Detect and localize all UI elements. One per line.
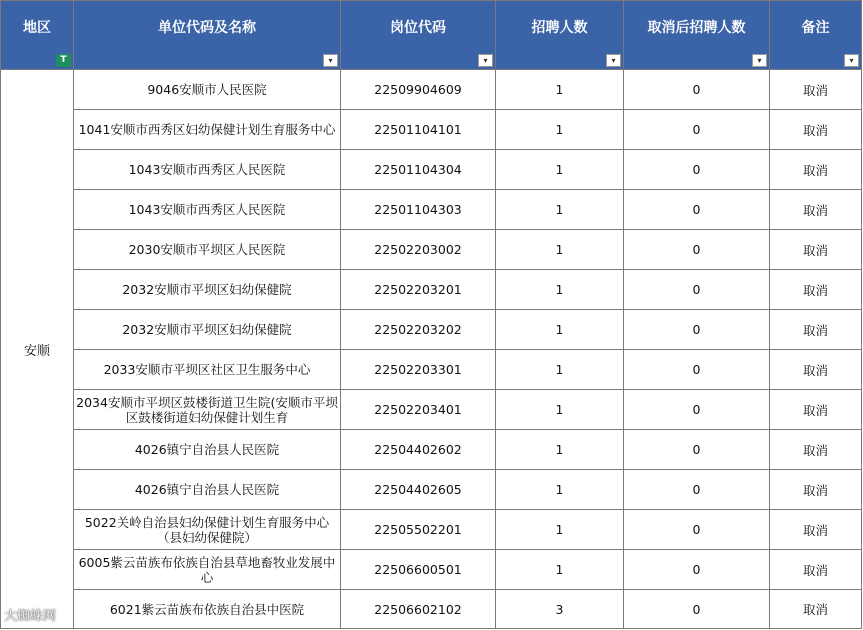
after-cancel-count-cell-text: 0 — [692, 442, 701, 457]
column-header-post-code: 岗位代码 ▾ — [341, 1, 496, 70]
recruit-count-cell-text: 1 — [555, 122, 564, 137]
unit-name-cell[interactable] — [74, 550, 341, 590]
column-header-unit: 单位代码及名称 ▾ — [74, 1, 341, 70]
after-cancel-count-cell-text: 0 — [692, 482, 701, 497]
recruit-count-cell[interactable] — [496, 270, 624, 310]
post-code-cell-text: 22501104101 — [374, 122, 462, 137]
after-cancel-count-cell-text: 0 — [692, 202, 701, 217]
recruit-count-cell-text: 3 — [555, 601, 564, 617]
note-cell-text: 取消 — [802, 362, 828, 378]
recruit-count-cell[interactable] — [496, 70, 624, 110]
note-cell-text: 取消 — [802, 402, 828, 418]
recruit-count-cell-text: 1 — [555, 82, 564, 97]
recruit-count-cell[interactable] — [496, 310, 624, 350]
post-code-cell[interactable] — [341, 430, 496, 470]
after-cancel-count-cell[interactable] — [624, 270, 770, 310]
table-row — [1, 110, 862, 150]
table-row — [1, 550, 862, 590]
post-code-cell[interactable] — [341, 270, 496, 310]
note-cell[interactable] — [770, 470, 862, 510]
post-code-cell-text: 22502203201 — [374, 282, 462, 297]
recruit-count-cell-text: 1 — [555, 202, 564, 217]
note-cell-text: 取消 — [802, 242, 828, 258]
unit-name-text: 2033安顺市平坝区社区卫生服务中心 — [103, 362, 311, 377]
after-cancel-count-cell[interactable] — [624, 390, 770, 430]
note-cell-text: 取消 — [802, 282, 828, 298]
after-cancel-count-cell[interactable] — [624, 70, 770, 110]
post-code-cell-text: 22501104303 — [374, 202, 462, 217]
recruit-count-cell-text: 1 — [555, 322, 564, 337]
unit-name-text: 1043安顺市西秀区人民医院 — [128, 162, 286, 177]
after-cancel-count-cell-text: 0 — [692, 122, 701, 137]
table-row — [1, 310, 862, 350]
column-header-after-cancel: 取消后招聘人数 ▾ — [624, 1, 770, 70]
note-cell[interactable] — [770, 390, 862, 430]
table-row — [1, 230, 862, 270]
post-code-cell[interactable] — [341, 310, 496, 350]
unit-name-cell[interactable] — [74, 110, 341, 150]
filter-dropdown-icon[interactable]: ▾ — [752, 54, 767, 67]
table-row — [1, 590, 862, 629]
unit-name-text: 5022关岭自治县妇幼保健计划生育服务中心（县妇幼保健院） — [84, 514, 330, 545]
note-cell-text: 取消 — [802, 562, 828, 578]
note-cell[interactable] — [770, 510, 862, 550]
recruit-count-cell[interactable] — [496, 470, 624, 510]
unit-name-text: 2034安顺市平坝区鼓楼街道卫生院(安顺市平坝区鼓楼街道妇幼保健计划生育 — [76, 394, 338, 425]
unit-name-text: 2030安顺市平坝区人民医院 — [128, 242, 286, 257]
unit-name-cell[interactable] — [74, 310, 341, 350]
table-row — [1, 510, 862, 550]
unit-name-cell[interactable] — [74, 190, 341, 230]
recruit-count-cell-text: 1 — [555, 482, 564, 497]
recruit-count-cell[interactable] — [496, 150, 624, 190]
note-cell-text: 取消 — [802, 162, 828, 178]
header-row — [1, 1, 862, 70]
unit-name-cell[interactable] — [74, 70, 341, 110]
after-cancel-count-cell-text: 0 — [692, 282, 701, 297]
after-cancel-count-cell[interactable] — [624, 110, 770, 150]
recruit-count-cell-text: 1 — [555, 242, 564, 257]
note-cell[interactable] — [770, 270, 862, 310]
column-header-recruit-count: 招聘人数 ▾ — [496, 1, 624, 70]
post-code-cell[interactable] — [341, 230, 496, 270]
after-cancel-count-cell-text: 0 — [692, 322, 701, 337]
filter-dropdown-icon[interactable]: ▾ — [844, 54, 859, 67]
note-cell-text: 取消 — [802, 122, 828, 138]
table-row — [1, 470, 862, 510]
note-cell[interactable] — [770, 70, 862, 110]
unit-name-text: 9046安顺市人民医院 — [147, 82, 267, 97]
post-code-cell[interactable] — [341, 190, 496, 230]
after-cancel-count-cell[interactable] — [624, 230, 770, 270]
unit-name-cell[interactable] — [74, 390, 341, 430]
after-cancel-count-cell[interactable] — [624, 350, 770, 390]
recruit-count-cell[interactable] — [496, 390, 624, 430]
table-row — [1, 150, 862, 190]
after-cancel-count-cell[interactable] — [624, 150, 770, 190]
after-cancel-count-cell-text: 0 — [692, 162, 701, 177]
recruit-count-cell[interactable] — [496, 350, 624, 390]
recruit-count-cell[interactable] — [496, 110, 624, 150]
unit-name-cell[interactable] — [74, 510, 341, 550]
note-cell[interactable] — [770, 110, 862, 150]
post-code-cell-text: 22502203401 — [374, 402, 462, 417]
recruit-count-cell-text: 1 — [555, 562, 564, 577]
post-code-cell[interactable] — [341, 350, 496, 390]
recruit-count-cell-text: 1 — [555, 402, 564, 417]
unit-name-cell[interactable] — [74, 270, 341, 310]
filter-dropdown-icon[interactable]: ▾ — [478, 54, 493, 67]
post-code-cell-text: 22504402602 — [374, 442, 462, 457]
recruit-count-cell[interactable] — [496, 510, 624, 550]
recruit-count-cell-text: 1 — [555, 522, 564, 537]
after-cancel-count-cell[interactable] — [624, 550, 770, 590]
note-cell[interactable] — [770, 550, 862, 590]
note-cell[interactable] — [770, 190, 862, 230]
after-cancel-count-cell[interactable] — [624, 470, 770, 510]
post-code-cell[interactable] — [341, 510, 496, 550]
recruit-count-cell[interactable] — [496, 190, 624, 230]
filter-dropdown-icon[interactable]: ▾ — [606, 54, 621, 67]
note-cell[interactable] — [770, 310, 862, 350]
post-code-cell-text: 22506602102 — [374, 601, 462, 617]
note-cell-text: 取消 — [802, 522, 828, 538]
post-code-cell[interactable] — [341, 70, 496, 110]
after-cancel-count-cell[interactable] — [624, 190, 770, 230]
after-cancel-count-cell[interactable] — [624, 590, 770, 629]
unit-name-text: 4026镇宁自治县人民医院 — [134, 442, 280, 457]
unit-name-cell[interactable] — [74, 590, 341, 629]
unit-name-cell[interactable] — [74, 350, 341, 390]
post-code-cell[interactable] — [341, 550, 496, 590]
note-cell[interactable] — [770, 350, 862, 390]
post-code-cell[interactable] — [341, 110, 496, 150]
after-cancel-count-cell-text: 0 — [692, 522, 701, 537]
post-code-cell[interactable] — [341, 470, 496, 510]
post-code-cell-text: 22509904609 — [374, 82, 462, 97]
table-body — [1, 70, 862, 629]
recruit-count-cell-text: 1 — [555, 282, 564, 297]
unit-name-cell[interactable] — [74, 230, 341, 270]
recruit-count-cell-text: 1 — [555, 362, 564, 377]
after-cancel-count-cell-text: 0 — [692, 562, 701, 577]
post-code-cell-text: 22502203202 — [374, 322, 462, 337]
note-cell[interactable] — [770, 230, 862, 270]
table-row — [1, 350, 862, 390]
table-row — [1, 390, 862, 430]
after-cancel-count-cell-text: 0 — [692, 601, 701, 617]
post-code-cell-text: 22504402605 — [374, 482, 462, 497]
after-cancel-count-cell-text: 0 — [692, 242, 701, 257]
region-cell[interactable]: 安顺 — [1, 70, 74, 629]
note-cell-text: 取消 — [802, 482, 828, 498]
note-cell-text: 取消 — [802, 202, 828, 218]
table-row — [1, 430, 862, 470]
after-cancel-count-cell[interactable] — [624, 310, 770, 350]
after-cancel-count-cell[interactable] — [624, 430, 770, 470]
filter-active-icon[interactable]: T — [56, 54, 71, 67]
unit-name-text: 6005紫云苗族布依族自治县草地畜牧业发展中心 — [78, 554, 336, 585]
post-code-cell[interactable] — [341, 390, 496, 430]
table-row — [1, 70, 862, 110]
post-code-cell[interactable] — [341, 590, 496, 629]
recruit-count-cell[interactable] — [496, 590, 624, 629]
unit-name-cell[interactable] — [74, 430, 341, 470]
after-cancel-count-cell-text: 0 — [692, 82, 701, 97]
column-header-note: 备注 ▾ — [770, 1, 862, 70]
filter-dropdown-icon[interactable]: ▾ — [323, 54, 338, 67]
after-cancel-count-cell[interactable] — [624, 510, 770, 550]
unit-name-cell[interactable] — [74, 150, 341, 190]
recruit-count-cell[interactable] — [496, 550, 624, 590]
note-cell[interactable] — [770, 430, 862, 470]
unit-name-text: 2032安顺市平坝区妇幼保健院 — [122, 282, 292, 297]
unit-name-text: 2032安顺市平坝区妇幼保健院 — [122, 322, 292, 337]
unit-name-text: 1043安顺市西秀区人民医院 — [128, 202, 286, 217]
after-cancel-count-cell-text: 0 — [692, 362, 701, 377]
note-cell[interactable] — [770, 590, 862, 629]
note-cell-text: 取消 — [802, 322, 828, 338]
column-header-region: 地区 T — [1, 1, 74, 70]
after-cancel-count-cell-text: 0 — [692, 402, 701, 417]
note-cell-text: 取消 — [802, 602, 828, 617]
unit-name-text: 6021紫云苗族布依族自治县中医院 — [109, 601, 305, 617]
post-code-cell-text: 22506600501 — [374, 562, 462, 577]
recruit-count-cell-text: 1 — [555, 442, 564, 457]
recruit-count-cell[interactable] — [496, 430, 624, 470]
post-code-cell-text: 22505502201 — [374, 522, 462, 537]
recruit-count-cell-text: 1 — [555, 162, 564, 177]
post-code-cell-text: 22502203301 — [374, 362, 462, 377]
post-code-cell[interactable] — [341, 150, 496, 190]
unit-name-text: 1041安顺市西秀区妇幼保健计划生育服务中心 — [78, 122, 336, 137]
post-code-cell-text: 22502203002 — [374, 242, 462, 257]
note-cell-text: 取消 — [802, 442, 828, 458]
unit-name-text: 4026镇宁自治县人民医院 — [134, 482, 280, 497]
unit-name-cell[interactable] — [74, 470, 341, 510]
note-cell[interactable] — [770, 150, 862, 190]
note-cell-text: 取消 — [802, 82, 828, 98]
table-row — [1, 190, 862, 230]
recruit-count-cell[interactable] — [496, 230, 624, 270]
watermark-text: 大蜘蛛网 — [4, 609, 57, 624]
table-row — [1, 270, 862, 310]
post-code-cell-text: 22501104304 — [374, 162, 462, 177]
